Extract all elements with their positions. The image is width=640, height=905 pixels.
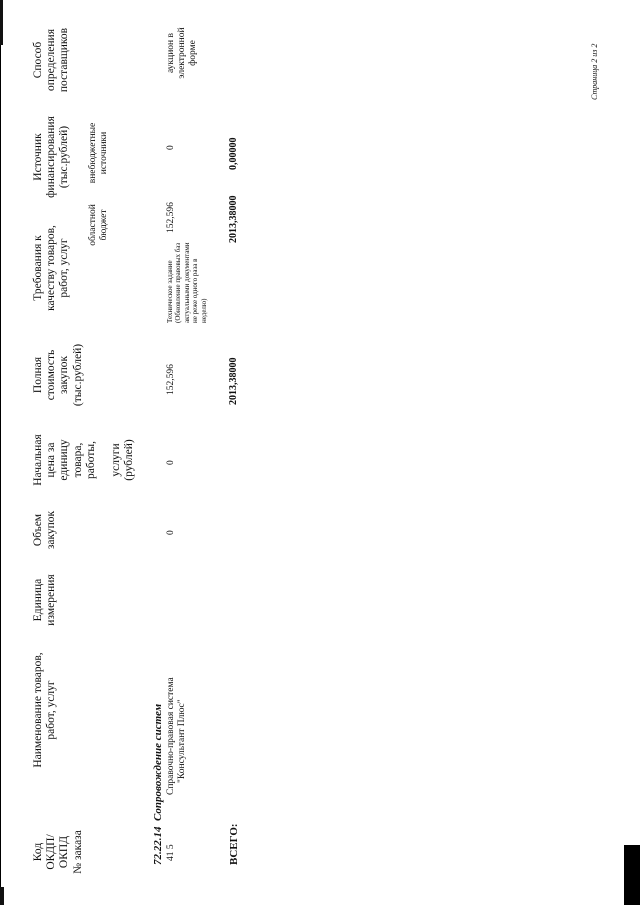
header-funding-regional (88, 195, 110, 255)
row-requirements (166, 218, 208, 323)
header-start-price-gap (98, 420, 110, 500)
row-method (166, 13, 199, 93)
header-funding-line: (тыс.рублей) (58, 125, 71, 189)
header-start-price-line: единицу (58, 439, 71, 481)
header-full-cost-line: закупок (58, 355, 71, 395)
row-method-line: электронной (176, 27, 187, 79)
row-regional: 152,596 (166, 202, 176, 233)
header-start-price-line: работы, (84, 441, 97, 479)
header-funding-offbudget-line: источники (98, 131, 109, 175)
header-funding-line: Источник (32, 133, 44, 181)
total-offbudget: 0,00000 (228, 137, 239, 170)
row-name (166, 635, 188, 795)
header-full-cost-line: стоимость (45, 349, 58, 401)
header-full-cost (32, 330, 85, 420)
row-requirements-line: не реже одного раза в (191, 258, 200, 323)
header-code-line: Код (32, 842, 44, 862)
header-start-price (32, 420, 137, 500)
header-full-cost-line: (тыс.рублей) (71, 343, 84, 407)
header-code (32, 817, 85, 887)
header-volume-line: Объем (32, 513, 44, 547)
header-start-price-line: услуги (110, 443, 123, 477)
row-requirements-line: Техническое задание (166, 260, 174, 323)
row-name-line: Справочно-правовая система (166, 677, 176, 795)
header-start-price-line: Начальная (32, 434, 44, 486)
header-unit (32, 560, 58, 640)
header-requirements-line: качеству товаров, (45, 225, 58, 311)
row-volume: 0 (166, 530, 176, 535)
header-code-line: ОКПД (58, 835, 71, 869)
row-requirements-line: актуальными документами (182, 242, 191, 323)
header-name-line: Наименование товаров, (32, 652, 44, 768)
header-name (32, 635, 58, 785)
header-requirements (32, 213, 72, 323)
header-requirements-line: Требования к (32, 235, 44, 301)
total-label: ВСЕГО: (228, 823, 240, 865)
row-start-price: 0 (166, 460, 176, 465)
row-method-line: аукцион в (166, 33, 176, 73)
row-name-line: "Консультант Плюс" (176, 699, 187, 783)
row-offbudget: 0 (166, 145, 176, 150)
section-title: Сопровождение систем (152, 703, 164, 821)
header-start-price-line: цена за (45, 442, 58, 478)
header-funding-line: финансирования (45, 116, 58, 198)
header-funding-regional-line: областной (88, 204, 98, 246)
header-method-line: определения (45, 29, 58, 92)
header-funding-offbudget (88, 113, 110, 193)
header-unit-line: измерения (45, 574, 58, 626)
header-start-price-line: (рублей) (123, 439, 136, 481)
header-start-price-line: товара, (71, 442, 84, 478)
header-code-line: ОКДП/ (45, 834, 58, 870)
row-requirements-line: неделю) (199, 298, 208, 323)
header-unit-line: Единица (32, 578, 44, 622)
header-requirements-line: работ, услуг (58, 238, 71, 298)
total-full-cost: 2013,38000 (228, 357, 239, 405)
header-method-line: Способ (32, 41, 44, 79)
scan-mark (0, 887, 4, 905)
scan-edge-line (0, 0, 1, 905)
header-funding (32, 97, 72, 217)
row-method-line: форме (187, 40, 198, 66)
header-volume-line: закупок (45, 510, 58, 550)
row-full-cost: 152,596 (166, 364, 176, 395)
header-method (32, 15, 72, 105)
header-volume (32, 500, 58, 560)
section-heading (152, 704, 164, 865)
scan-mark (0, 0, 3, 45)
section-code: 72.22.14 (152, 826, 164, 865)
total-regional: 2013,38000 (228, 195, 239, 243)
header-funding-offbudget-line: внебюджетные (88, 122, 98, 184)
scan-edge-mark (624, 845, 640, 905)
header-funding-regional-line: бюджет (98, 209, 109, 241)
row-code: 41 5 (166, 844, 176, 861)
header-code-line: № заказа (71, 830, 84, 874)
page-number: Страница 2 из 2 (590, 43, 599, 100)
header-method-line: поставщиков (58, 27, 71, 93)
header-name-line: работ, услуг (45, 680, 58, 740)
header-full-cost-line: Полная (32, 356, 44, 394)
row-requirements-line: (Обновление правовых баз (174, 242, 183, 323)
